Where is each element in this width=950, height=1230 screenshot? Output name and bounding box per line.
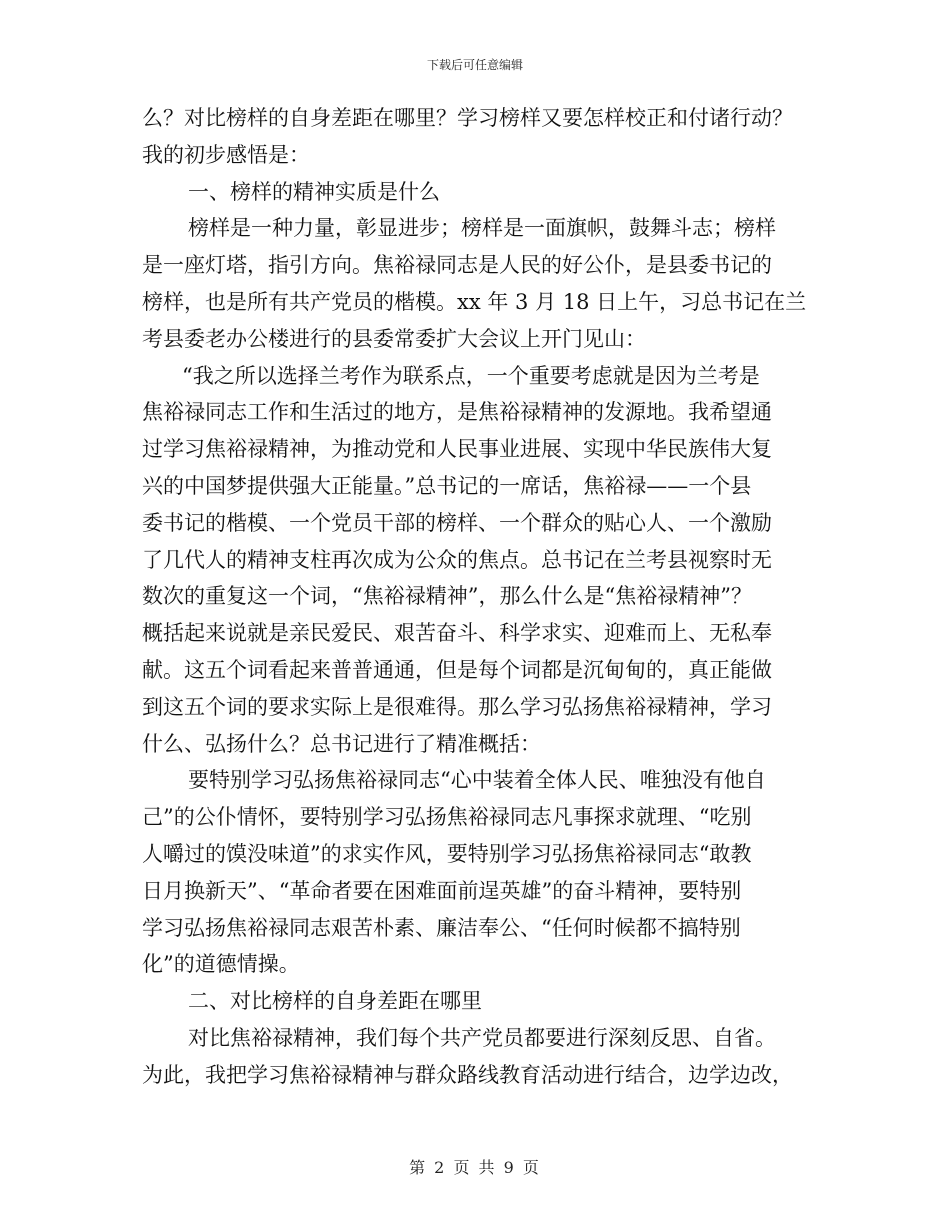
text-line: 委书记的楷模、一个党员干部的榜样、一个群众的贴心人、一个激励 [142, 510, 772, 535]
text-line: 了几代人的精神支柱再次成为公众的焦点。总书记在兰考县视察时无 [142, 547, 772, 572]
text-line: 学习弘扬焦裕禄同志艰苦朴素、廉洁奉公、“任何时候都不搞特别 [142, 915, 741, 940]
quote-line: “我之所以选择兰考作为联系点，一个重要考虑就是因为兰考是 [182, 363, 760, 388]
document-body [142, 100, 822, 1094]
text-line: 日月换新天”、“革命者要在困难面前逞英雄”的奋斗精神，要特别 [142, 878, 742, 903]
text-line: 是一座灯塔，指引方向。焦裕禄同志是人民的好公仆，是县委书记的 [142, 253, 772, 278]
text-line: 化”的道德情操。 [142, 952, 300, 977]
text-line: 我的初步感悟是： [142, 142, 310, 167]
text-line: 到这五个词的要求实际上是很难得。那么学习弘扬焦裕禄精神，学习 [142, 694, 772, 719]
page-number-footer: 第 2 页 共 9 页 [409, 1158, 541, 1177]
text-line: 过学习焦裕禄精神，为推动党和人民事业进展、实现中华民族伟大复 [142, 437, 772, 462]
text-line: 兴的中国梦提供强大正能量。”总书记的一席话，焦裕禄——一个县 [142, 473, 752, 498]
text-line: 什么、弘扬什么？总书记进行了精准概括： [142, 731, 541, 756]
text-line: 要特别学习弘扬焦裕禄同志“心中装着全体人民、唯独没有他自 [188, 768, 766, 793]
text-line: 榜样是一种力量，彰显进步；榜样是一面旗帜，鼓舞斗志；榜样 [188, 216, 776, 241]
text-line: 数次的重复这一个词，“焦裕禄精神”，那么什么是“焦裕禄精神”？ [142, 584, 752, 609]
text-line: 焦裕禄同志工作和生活过的地方，是焦裕禄精神的发源地。我希望通 [142, 400, 772, 425]
text-line: 己”的公仆情怀，要特别学习弘扬焦裕禄同志凡事探求就理、“吃别 [142, 805, 752, 830]
text-line: 概括起来说就是亲民爱民、艰苦奋斗、科学求实、迎难而上、无私奉 [142, 621, 772, 646]
text-line: 么？对比榜样的自身差距在哪里？学习榜样又要怎样校正和付诸行动？ [142, 106, 793, 130]
page-header: 下载后可任意编辑 [426, 58, 523, 72]
section-heading-2: 二、对比榜样的自身差距在哪里 [188, 989, 482, 1014]
text-line: 对比焦裕禄精神，我们每个共产党员都要进行深刻反思、自省。 [188, 1025, 776, 1050]
text-line: 献。这五个词看起来普普通通，但是每个词都是沉甸甸的，真正能做 [142, 657, 772, 682]
text-line: 人嚼过的馍没味道”的求实作风，要特别学习弘扬焦裕禄同志“敢教 [142, 841, 752, 866]
text-line: 考县委老办公楼进行的县委常委扩大会议上开门见山： [142, 326, 646, 351]
section-heading-1: 一、榜样的精神实质是什么 [188, 179, 440, 204]
text-line: 榜样，也是所有共产党员的楷模。xx 年 3 月 18 日上午，习总书记在兰 [142, 289, 807, 314]
text-line: 为此，我把学习焦裕禄精神与群众路线教育活动进行结合，边学边改， [142, 1062, 793, 1087]
